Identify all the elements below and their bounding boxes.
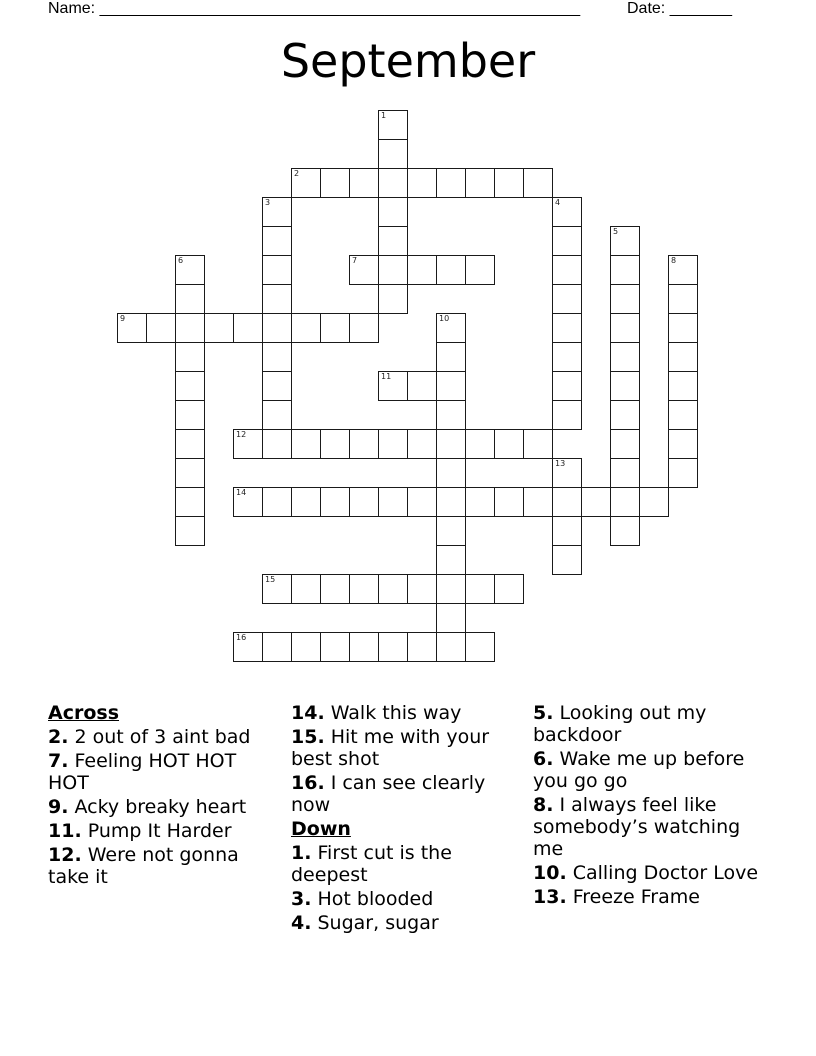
grid-cell[interactable] (349, 429, 379, 459)
clue-column-1 (48, 702, 278, 890)
grid-cell[interactable] (407, 429, 437, 459)
grid-cell[interactable] (233, 429, 263, 459)
clue-text: Calling Doctor Love (572, 862, 759, 884)
date-field[interactable]: Date: _______ (627, 0, 732, 17)
grid-cell[interactable] (349, 313, 379, 343)
grid-cell[interactable] (175, 313, 205, 343)
grid-cell[interactable] (262, 284, 292, 314)
grid-cell[interactable] (465, 632, 495, 662)
clue-across-7 (48, 750, 278, 794)
grid-cell[interactable] (668, 342, 698, 372)
grid-cell[interactable] (552, 516, 582, 546)
clue-across-11 (48, 820, 278, 842)
clue-down-8 (533, 794, 763, 860)
clue-number: 16. (291, 772, 325, 794)
clue-text: 2 out of 3 aint bad (74, 726, 251, 748)
grid-cell[interactable] (407, 487, 437, 517)
cell-number: 13 (555, 459, 566, 468)
cell-number: 8 (671, 256, 677, 265)
grid-cell[interactable] (465, 429, 495, 459)
grid-cell[interactable] (262, 342, 292, 372)
grid-cell[interactable] (610, 284, 640, 314)
grid-cell[interactable] (233, 632, 263, 662)
grid-cell[interactable] (378, 574, 408, 604)
cell-number: 7 (352, 256, 358, 265)
grid-cell[interactable] (262, 632, 292, 662)
cell-number: 2 (294, 169, 300, 178)
grid-cell[interactable] (552, 371, 582, 401)
clue-down-1 (291, 842, 521, 886)
clue-number: 3. (291, 888, 312, 910)
grid-cell[interactable] (523, 487, 553, 517)
grid-cell[interactable] (378, 110, 408, 140)
grid-cell[interactable] (233, 313, 263, 343)
grid-cell[interactable] (610, 487, 640, 517)
grid-cell[interactable] (668, 284, 698, 314)
clue-text: I always feel like somebody’s watching me (533, 794, 741, 860)
clue-across-12 (48, 844, 278, 888)
grid-cell[interactable] (378, 429, 408, 459)
grid-cell[interactable] (349, 487, 379, 517)
grid-cell[interactable] (262, 226, 292, 256)
grid-cell[interactable] (291, 632, 321, 662)
clue-across-9 (48, 796, 278, 818)
grid-cell[interactable] (581, 487, 611, 517)
clue-across-15 (291, 726, 521, 770)
clue-text: First cut is the deepest (291, 842, 452, 886)
clue-column-3 (533, 702, 763, 910)
grid-cell[interactable] (523, 429, 553, 459)
grid-cell[interactable] (610, 400, 640, 430)
grid-cell[interactable] (262, 255, 292, 285)
clue-number: 5. (533, 702, 554, 724)
grid-cell[interactable] (349, 255, 379, 285)
grid-cell[interactable] (668, 313, 698, 343)
clue-text: Freeze Frame (572, 886, 700, 908)
cell-number: 15 (265, 575, 276, 584)
grid-cell[interactable] (407, 371, 437, 401)
grid-cell[interactable] (552, 197, 582, 227)
grid-cell[interactable] (436, 545, 466, 575)
clue-number: 6. (533, 748, 554, 770)
clue-number: 13. (533, 886, 567, 908)
grid-cell[interactable] (668, 429, 698, 459)
clue-down-13 (533, 886, 763, 908)
cell-number: 12 (236, 430, 247, 439)
clue-across-16 (291, 772, 521, 816)
down-heading: Down (291, 818, 351, 840)
cell-number: 3 (265, 198, 271, 207)
grid-cell[interactable] (552, 226, 582, 256)
grid-cell[interactable] (117, 313, 147, 343)
cell-number: 9 (120, 314, 126, 323)
puzzle-title: September (280, 34, 536, 88)
grid-cell[interactable] (204, 313, 234, 343)
cell-number: 14 (236, 488, 247, 497)
grid-cell[interactable] (610, 226, 640, 256)
grid-cell[interactable] (175, 284, 205, 314)
grid-cell[interactable] (175, 487, 205, 517)
grid-cell[interactable] (233, 487, 263, 517)
grid-cell[interactable] (349, 574, 379, 604)
grid-cell[interactable] (378, 632, 408, 662)
clue-number: 9. (48, 796, 69, 818)
worksheet-header (0, 0, 816, 20)
grid-cell[interactable] (320, 574, 350, 604)
clue-text: Hot blooded (317, 888, 434, 910)
grid-cell[interactable] (407, 255, 437, 285)
clue-text: Were not gonna take it (48, 844, 239, 888)
clue-number: 2. (48, 726, 69, 748)
grid-cell[interactable] (378, 284, 408, 314)
clue-down-10 (533, 862, 763, 884)
clue-number: 14. (291, 702, 325, 724)
clue-down-5 (533, 702, 763, 746)
grid-cell[interactable] (320, 168, 350, 198)
grid-cell[interactable] (436, 574, 466, 604)
clue-across-14 (291, 702, 521, 724)
grid-cell[interactable] (262, 574, 292, 604)
grid-cell[interactable] (175, 342, 205, 372)
clue-number: 8. (533, 794, 554, 816)
grid-cell[interactable] (436, 168, 466, 198)
grid-cell[interactable] (349, 168, 379, 198)
grid-cell[interactable] (494, 168, 524, 198)
grid-cell[interactable] (320, 313, 350, 343)
grid-cell[interactable] (465, 574, 495, 604)
grid-cell[interactable] (262, 371, 292, 401)
grid-cell[interactable] (291, 487, 321, 517)
grid-cell[interactable] (668, 458, 698, 488)
grid-cell[interactable] (494, 429, 524, 459)
grid-cell[interactable] (262, 400, 292, 430)
clue-across-2 (48, 726, 278, 748)
grid-cell[interactable] (610, 429, 640, 459)
grid-cell[interactable] (291, 168, 321, 198)
cell-number: 16 (236, 633, 247, 642)
grid-cell[interactable] (175, 458, 205, 488)
grid-cell[interactable] (436, 487, 466, 517)
grid-cell[interactable] (436, 371, 466, 401)
grid-cell[interactable] (378, 371, 408, 401)
clue-column-2 (291, 702, 521, 936)
clue-text: I can see clearly now (291, 772, 486, 816)
grid-cell[interactable] (378, 487, 408, 517)
grid-cell[interactable] (320, 487, 350, 517)
grid-cell[interactable] (436, 632, 466, 662)
grid-cell[interactable] (465, 255, 495, 285)
grid-cell[interactable] (436, 603, 466, 633)
grid-cell[interactable] (320, 429, 350, 459)
grid-cell[interactable] (175, 255, 205, 285)
grid-cell[interactable] (494, 574, 524, 604)
cell-number: 4 (555, 198, 561, 207)
clue-number: 12. (48, 844, 82, 866)
cell-number: 1 (381, 111, 387, 120)
grid-cell[interactable] (668, 255, 698, 285)
grid-cell[interactable] (175, 400, 205, 430)
cell-number: 6 (178, 256, 184, 265)
grid-cell[interactable] (436, 458, 466, 488)
grid-cell[interactable] (291, 313, 321, 343)
clue-number: 15. (291, 726, 325, 748)
grid-cell[interactable] (262, 313, 292, 343)
clue-text: Sugar, sugar (317, 912, 439, 934)
grid-cell[interactable] (552, 458, 582, 488)
name-field[interactable]: Name: ______________________________________________________ (48, 0, 581, 17)
clue-text: Acky breaky heart (74, 796, 247, 818)
grid-cell[interactable] (262, 429, 292, 459)
grid-cell[interactable] (378, 139, 408, 169)
grid-cell[interactable] (494, 487, 524, 517)
grid-cell[interactable] (668, 400, 698, 430)
grid-cell[interactable] (523, 168, 553, 198)
grid-cell[interactable] (436, 342, 466, 372)
clue-text: Hit me with your best shot (291, 726, 490, 770)
grid-cell[interactable] (407, 168, 437, 198)
clue-text: Looking out my backdoor (533, 702, 707, 746)
grid-cell[interactable] (668, 371, 698, 401)
grid-cell[interactable] (552, 487, 582, 517)
clue-number: 7. (48, 750, 69, 772)
grid-cell[interactable] (262, 487, 292, 517)
grid-cell[interactable] (610, 516, 640, 546)
grid-cell[interactable] (610, 313, 640, 343)
clue-text: Wake me up before you go go (533, 748, 745, 792)
clue-down-3 (291, 888, 521, 910)
grid-cell[interactable] (465, 168, 495, 198)
grid-cell[interactable] (552, 342, 582, 372)
grid-cell[interactable] (378, 168, 408, 198)
grid-cell[interactable] (610, 342, 640, 372)
grid-cell[interactable] (175, 371, 205, 401)
clue-number: 1. (291, 842, 312, 864)
clue-text: Pump It Harder (87, 820, 232, 842)
clue-text: Walk this way (330, 702, 462, 724)
cell-number: 5 (613, 227, 619, 236)
grid-cell[interactable] (436, 400, 466, 430)
clue-text: Feeling HOT HOT HOT (48, 750, 237, 794)
grid-cell[interactable] (378, 226, 408, 256)
grid-cell[interactable] (639, 487, 669, 517)
grid-cell[interactable] (146, 313, 176, 343)
grid-cell[interactable] (552, 545, 582, 575)
grid-cell[interactable] (175, 429, 205, 459)
clue-down-6 (533, 748, 763, 792)
grid-cell[interactable] (320, 632, 350, 662)
grid-cell[interactable] (552, 400, 582, 430)
clue-down-4 (291, 912, 521, 934)
grid-cell[interactable] (378, 197, 408, 227)
grid-cell[interactable] (436, 516, 466, 546)
cell-number: 11 (381, 372, 392, 381)
grid-cell[interactable] (175, 516, 205, 546)
cell-number: 10 (439, 314, 450, 323)
clue-number: 11. (48, 820, 82, 842)
grid-cell[interactable] (378, 255, 408, 285)
grid-cell[interactable] (291, 429, 321, 459)
grid-cell[interactable] (436, 313, 466, 343)
grid-cell[interactable] (262, 197, 292, 227)
grid-cell[interactable] (436, 255, 466, 285)
grid-cell[interactable] (291, 574, 321, 604)
grid-cell[interactable] (552, 284, 582, 314)
grid-cell[interactable] (407, 632, 437, 662)
grid-cell[interactable] (610, 458, 640, 488)
across-heading: Across (48, 702, 120, 724)
grid-cell[interactable] (552, 255, 582, 285)
grid-cell[interactable] (407, 574, 437, 604)
grid-cell[interactable] (610, 255, 640, 285)
grid-cell[interactable] (349, 632, 379, 662)
grid-cell[interactable] (610, 371, 640, 401)
grid-cell[interactable] (552, 313, 582, 343)
clue-number: 4. (291, 912, 312, 934)
grid-cell[interactable] (436, 429, 466, 459)
grid-cell[interactable] (465, 487, 495, 517)
clue-number: 10. (533, 862, 567, 884)
